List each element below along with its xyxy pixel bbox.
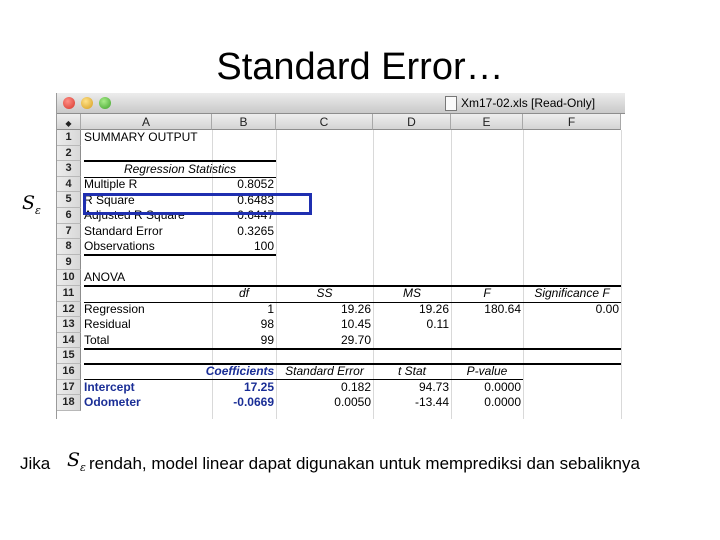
spreadsheet-window: [56, 93, 625, 419]
stat-label: Standard Error: [84, 223, 163, 238]
standard-error-highlight-box: [83, 193, 312, 215]
anova-header-ss: SS: [316, 286, 333, 300]
document-icon: [445, 96, 457, 111]
stat-label: Multiple R: [84, 177, 138, 191]
row-header[interactable]: 9: [57, 255, 81, 271]
select-all-corner[interactable]: [57, 114, 81, 130]
regression-statistics-heading: Regression Statistics: [123, 162, 237, 176]
coef-standard-error: 0.182: [340, 379, 371, 394]
stat-label: R Square: [84, 192, 135, 207]
stat-value: 100: [253, 239, 274, 253]
stat-label: Observations: [84, 239, 155, 253]
anova-significance: 0.00: [595, 301, 619, 316]
anova-df: 99: [260, 332, 274, 347]
row-header[interactable]: 16: [57, 364, 81, 380]
column-header-e[interactable]: E: [451, 114, 523, 130]
coef-row-label: Odometer: [84, 395, 141, 410]
stat-label: Adjusted R Square: [84, 208, 185, 222]
coef-t-stat: 94.73: [418, 379, 449, 394]
row-header[interactable]: 14: [57, 333, 81, 349]
window-titlebar: [57, 93, 625, 114]
stat-value: 0.8052: [237, 177, 274, 191]
anova-row-label: Total: [84, 332, 110, 347]
anova-label: ANOVA: [84, 270, 126, 285]
row-header[interactable]: 1: [57, 130, 81, 146]
row-header[interactable]: 15: [57, 348, 81, 364]
summary-output-label: SUMMARY OUTPUT: [84, 130, 198, 144]
anova-df: 1: [267, 301, 274, 316]
body-text: Jika rendah, model linear dapat digunakan untuk memprediksi dan sebaliknya: [20, 454, 640, 473]
zoom-window-button[interactable]: [99, 97, 111, 109]
anova-df: 98: [260, 317, 274, 332]
column-header-f[interactable]: F: [523, 114, 621, 130]
anova-header-f: F: [483, 286, 491, 300]
row-header[interactable]: 11: [57, 286, 81, 302]
anova-ss: 29.70: [340, 332, 371, 347]
anova-header-ms: MS: [403, 286, 421, 300]
s-epsilon-symbol: $S_\varepsilon$: [22, 192, 41, 217]
anova-header-significance: Significance F: [534, 286, 610, 300]
stat-value: 0.6447: [237, 208, 274, 222]
row-header[interactable]: 4: [57, 177, 81, 193]
anova-f: 180.64: [484, 301, 521, 316]
row-header[interactable]: 7: [57, 224, 81, 240]
coef-p-value: 0.0000: [484, 395, 521, 410]
coef-p-value: 0.0000: [484, 379, 521, 394]
row-header[interactable]: 5: [57, 192, 81, 208]
s-epsilon-symbol-inline: $S_\varepsilon$: [67, 449, 86, 474]
anova-row-label: Regression: [84, 301, 145, 316]
coef-header-standard-error: Standard Error: [285, 364, 364, 378]
anova-ms: 19.26: [418, 301, 449, 316]
coef-value: -0.0669: [233, 395, 274, 410]
anova-row-label: Residual: [84, 317, 131, 332]
slide-title: Standard Error…: [216, 46, 504, 88]
coef-row-label: Intercept: [84, 379, 135, 394]
row-header[interactable]: 3: [57, 161, 81, 177]
minimize-window-button[interactable]: [81, 97, 93, 109]
window-title: Xm17-02.xls [Read-Only]: [461, 96, 596, 110]
row-header[interactable]: 10: [57, 270, 81, 286]
row-header[interactable]: 17: [57, 380, 81, 396]
column-header-a[interactable]: A: [81, 114, 212, 130]
row-header[interactable]: 13: [57, 317, 81, 333]
column-header-c[interactable]: C: [276, 114, 373, 130]
coef-header-t-stat: t Stat: [397, 364, 426, 378]
close-window-button[interactable]: [63, 97, 75, 109]
coef-t-stat: -13.44: [414, 395, 449, 410]
stat-value: 0.3265: [237, 223, 274, 238]
coef-header-coefficients: Coefficients: [205, 364, 275, 378]
stat-value: 0.6483: [237, 192, 274, 207]
anova-ms: 0.11: [426, 317, 449, 332]
row-header[interactable]: 12: [57, 302, 81, 318]
row-header[interactable]: 6: [57, 208, 81, 224]
coef-value: 17.25: [243, 379, 274, 394]
coef-header-p-value: P-value: [466, 364, 508, 378]
column-header-b[interactable]: B: [212, 114, 276, 130]
anova-ss: 19.26: [340, 301, 371, 316]
row-header[interactable]: 18: [57, 395, 81, 411]
row-header[interactable]: 2: [57, 146, 81, 162]
anova-ss: 10.45: [340, 317, 371, 332]
coef-standard-error: 0.0050: [334, 395, 371, 410]
row-header[interactable]: 8: [57, 239, 81, 255]
column-header-d[interactable]: D: [373, 114, 451, 130]
anova-header-df: df: [238, 286, 249, 300]
sort-arrows-icon: ◆: [65, 119, 72, 128]
